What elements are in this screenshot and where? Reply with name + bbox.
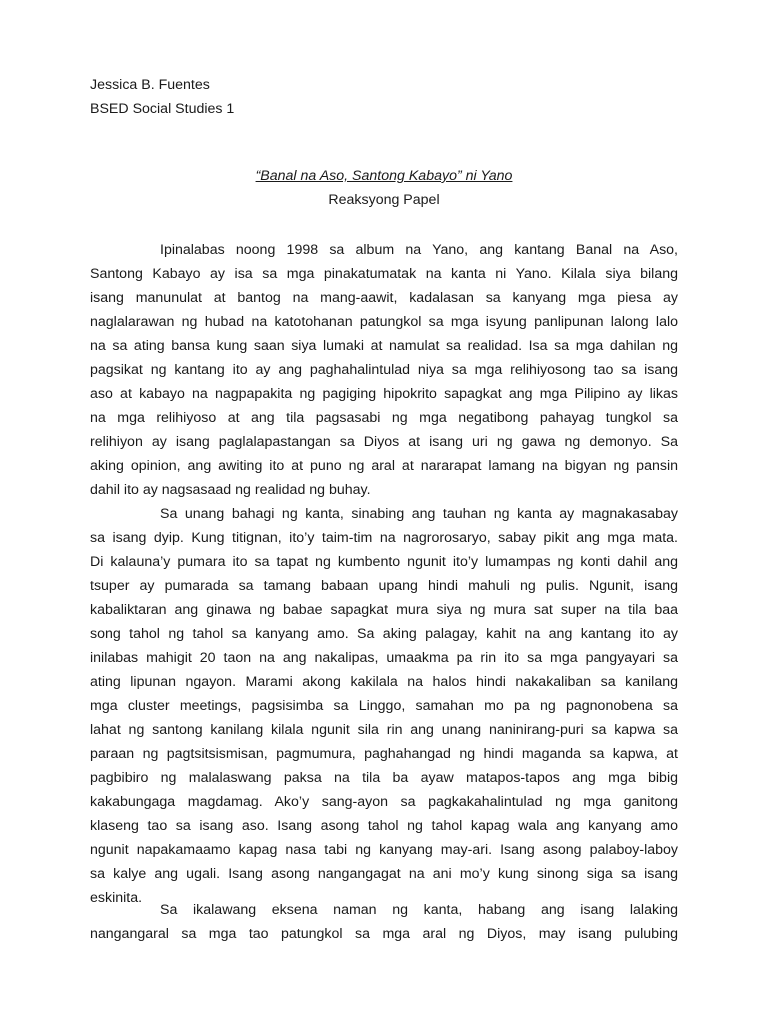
paragraph-line: sa isang dyip. Kung titignan, ito’y taim-tim na nagrorosaryo, sabay pikit ang mga mata.	[90, 530, 678, 546]
paragraph-line: kabaliktaran ang ginawa ng babae sapagkat mura siya ng mura sat super na tila baa	[90, 602, 678, 618]
paragraph-line: Santong Kabayo ay isa sa mga pinakatumatak na kanta ni Yano. Kilala siya bilang	[90, 266, 678, 282]
paragraph-line: na sa ating bansa kung saan siya lumaki at namulat sa realidad. Isa sa mga dahilan ng	[90, 338, 678, 354]
paragraph-2	[90, 502, 678, 910]
paragraph-line: sa kalye ang ugali. Isang asong nangangagat na ani mo’y kung sinong siga sa isang	[90, 866, 678, 882]
paragraph-line: aso at kabayo na nagpapakita ng pagiging hipokrito sapagkat ang mga Pilipino ay likas	[90, 386, 678, 402]
paragraph-1	[90, 238, 678, 502]
paragraph-line: ngunit napakamaamo kapag nasa tabi ng kanyang may-ari. Isang asong palaboy-laboy	[90, 842, 678, 858]
paragraph-line: pagbibiro ng malalaswang paksa na tila ba ayaw matapos-tapos ang mga bibig	[90, 770, 678, 786]
paragraph-3	[90, 898, 678, 946]
paragraph-line: mga cluster meetings, pagsisimba sa Linggo, samahan mo pa ng pagnonobena sa	[90, 698, 678, 714]
paragraph-line: kakabungaga magdamag. Ako’y sang-ayon sa pagkakahalintulad ng mga ganitong	[90, 794, 678, 810]
document-title: “Banal na Aso, Santong Kabayo” ni Yano	[255, 168, 513, 184]
paragraph-line: tsuper ay pumarada sa tamang babaan upang hindi mahuli ng pulis. Ngunit, isang	[90, 578, 678, 594]
paragraph-line: relihiyon ay isang paglalapastangan sa Diyos at isang uri ng gawa ng demonyo. Sa	[90, 434, 678, 450]
paragraph-line: klaseng tao sa isang aso. Isang asong tahol ng tahol kapag wala ang kanyang amo	[90, 818, 678, 834]
paragraph-line: paraan ng pagtsitsismisan, pagmumura, paghahangad ng hindi maganda sa kapwa, at	[90, 746, 678, 762]
paragraph-line: pagsikat ng kantang ito ay ang paghahalintulad niya sa mga relihiyosong tao sa isang	[90, 362, 678, 378]
paragraph-line: inilabas mahigit 20 taon na ang nakalipas, umaakma pa rin ito sa mga pangyayari sa	[90, 650, 678, 666]
paragraph-line: eskinita.	[90, 890, 143, 906]
paragraph-line: Sa ikalawang eksena naman ng kanta, habang ang isang lalaking	[160, 902, 678, 918]
course-label: BSED Social Studies 1	[90, 101, 235, 117]
paragraph-line: nangangaral sa mga tao patungkol sa mga aral ng Diyos, may isang pulubing	[90, 926, 678, 942]
paragraph-line: dahil ito ay nagsasaad ng realidad ng buhay.	[90, 482, 371, 498]
paragraph-line: lahat ng santong kanilang kilala ngunit sila rin ang unang naninirang-puri sa kapwa sa	[90, 722, 678, 738]
paragraph-line: Ipinalabas noong 1998 sa album na Yano, ang kantang Banal na Aso,	[160, 242, 678, 258]
author-name: Jessica B. Fuentes	[90, 77, 210, 93]
paragraph-line: Di kalauna’y pumara ito sa tapat ng kumbento ngunit ito’y lumampas ng konti dahil ang	[90, 554, 678, 570]
paragraph-line: isang manunulat at bantog na mang-aawit, kadalasan sa kanyang mga piesa ay	[90, 290, 678, 306]
paragraph-line: ating lipunan ngayon. Marami akong kakilala na halos hindi nakakaliban sa kanilang	[90, 674, 678, 690]
paragraph-line: naglalarawan ng hubad na katotohanan patungkol sa mga isyung panlipunan lalong lalo	[90, 314, 678, 330]
paragraph-line: song tahol ng tahol sa kanyang amo. Sa aking palagay, kahit na ang kantang ito ay	[90, 626, 678, 642]
paragraph-line: aking opinion, ang awiting ito at puno ng aral at nararapat lamang na bigyan ng pansin	[90, 458, 678, 474]
document-subtitle: Reaksyong Papel	[328, 192, 440, 208]
paragraph-line: na mga relihiyoso at ang tila pagsasabi ng mga negatibong pahayag tungkol sa	[90, 410, 678, 426]
paragraph-line: Sa unang bahagi ng kanta, sinabing ang tauhan ng kanta ay magnakasabay	[160, 506, 678, 522]
